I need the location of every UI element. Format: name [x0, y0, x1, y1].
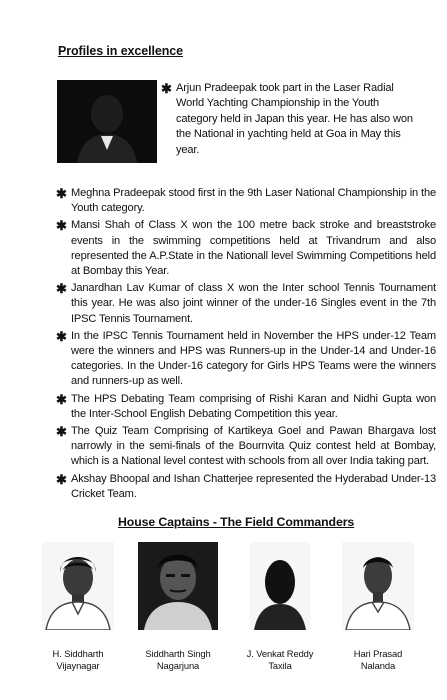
portrait-icon: [138, 542, 218, 630]
captain-house: Nagarjuna: [156, 660, 200, 671]
captain-name: J. Venkat Reddy: [246, 648, 314, 659]
captain-name: Hari Prasad: [353, 648, 403, 659]
captain-card: [30, 542, 126, 672]
star-bullet-icon: ✱: [56, 281, 67, 297]
list-item: [56, 281, 436, 327]
achievement-text: The HPS Debating Team comprising of Rishi Karan and Nidhi Gupta won the Inter-School English Debating Competition this year.: [71, 392, 436, 420]
captain-name: Siddharth Singh: [145, 648, 211, 659]
achievement-text: In the IPSC Tennis Tournament held in November the HPS under-12 Team were the winners and HPS was Runners-up in the Under-14 and Under-16 categories. In the Under-16 category for Girls HPS Teams were the winners and runners-up as well.: [71, 329, 436, 388]
arjun-photo: [57, 80, 157, 163]
list-item: [56, 329, 436, 390]
captain-house: Vijaynagar: [56, 660, 100, 671]
captain-card: [330, 542, 426, 672]
captain-photo: [250, 542, 310, 630]
captain-house: Taxila: [268, 660, 292, 671]
list-item: [56, 392, 436, 422]
star-bullet-icon: ✱: [56, 328, 67, 344]
achievement-text: The Quiz Team Comprising of Kartikeya Goel and Pawan Bhargava lost narrowly in the semi-finals of the Bournvita Quiz contest held at Bombay, which is a National level contest with schools from all over India taking part.: [71, 425, 436, 468]
captain-name: H. Siddharth: [52, 648, 104, 659]
star-bullet-icon: ✱: [56, 391, 67, 407]
star-bullet-icon: ✱: [56, 218, 67, 234]
list-item: [56, 424, 436, 470]
captain-card: [130, 542, 226, 672]
captain-house: Nalanda: [360, 660, 396, 671]
achievement-arjun: [162, 81, 414, 158]
list-item: [56, 218, 436, 279]
portrait-icon: [57, 80, 157, 163]
captain-photo: [342, 542, 414, 630]
captain-photo: [138, 542, 218, 630]
portrait-icon: [42, 542, 114, 630]
star-bullet-icon: ✱: [161, 81, 172, 96]
list-item: [56, 186, 436, 216]
achievement-list: [56, 186, 436, 504]
list-item: [56, 472, 436, 502]
achievement-text: Janardhan Lav Kumar of class X won the Inter school Tennis Tournament this year. He was also joint winner of the under-16 Singles event in the 7th IPSC Tennis Tournament.: [71, 282, 436, 325]
section-heading: House Captains - The Field Commanders: [118, 515, 355, 529]
captain-photo: [42, 542, 114, 630]
portrait-icon: [250, 542, 310, 630]
captain-card: [232, 542, 328, 672]
achievement-text: Akshay Bhoopal and Ishan Chatterjee represented the Hyderabad Under-13 Cricket Team.: [71, 472, 436, 500]
achievement-text: Meghna Pradeepak stood first in the 9th Laser National Championship in the Youth category.: [71, 187, 436, 215]
star-bullet-icon: ✱: [56, 424, 67, 440]
achievement-text: Mansi Shah of Class X won the 100 metre back stroke and breaststroke events in the swimming competitions held at Trivandrum and also represented the A.P.State in the Nationall level Swimming Competitions held at Bombay this Year.: [71, 219, 436, 278]
achievement-text: Arjun Pradeepak took part in the Laser Radial World Yachting Championship in the Youth category held in Japan this year. He has also won the National in yachting held at Goa in May this year.: [176, 82, 413, 156]
portrait-icon: [342, 542, 414, 630]
star-bullet-icon: ✱: [56, 471, 67, 487]
star-bullet-icon: ✱: [56, 186, 67, 201]
page-heading: Profiles in excellence: [58, 44, 183, 58]
